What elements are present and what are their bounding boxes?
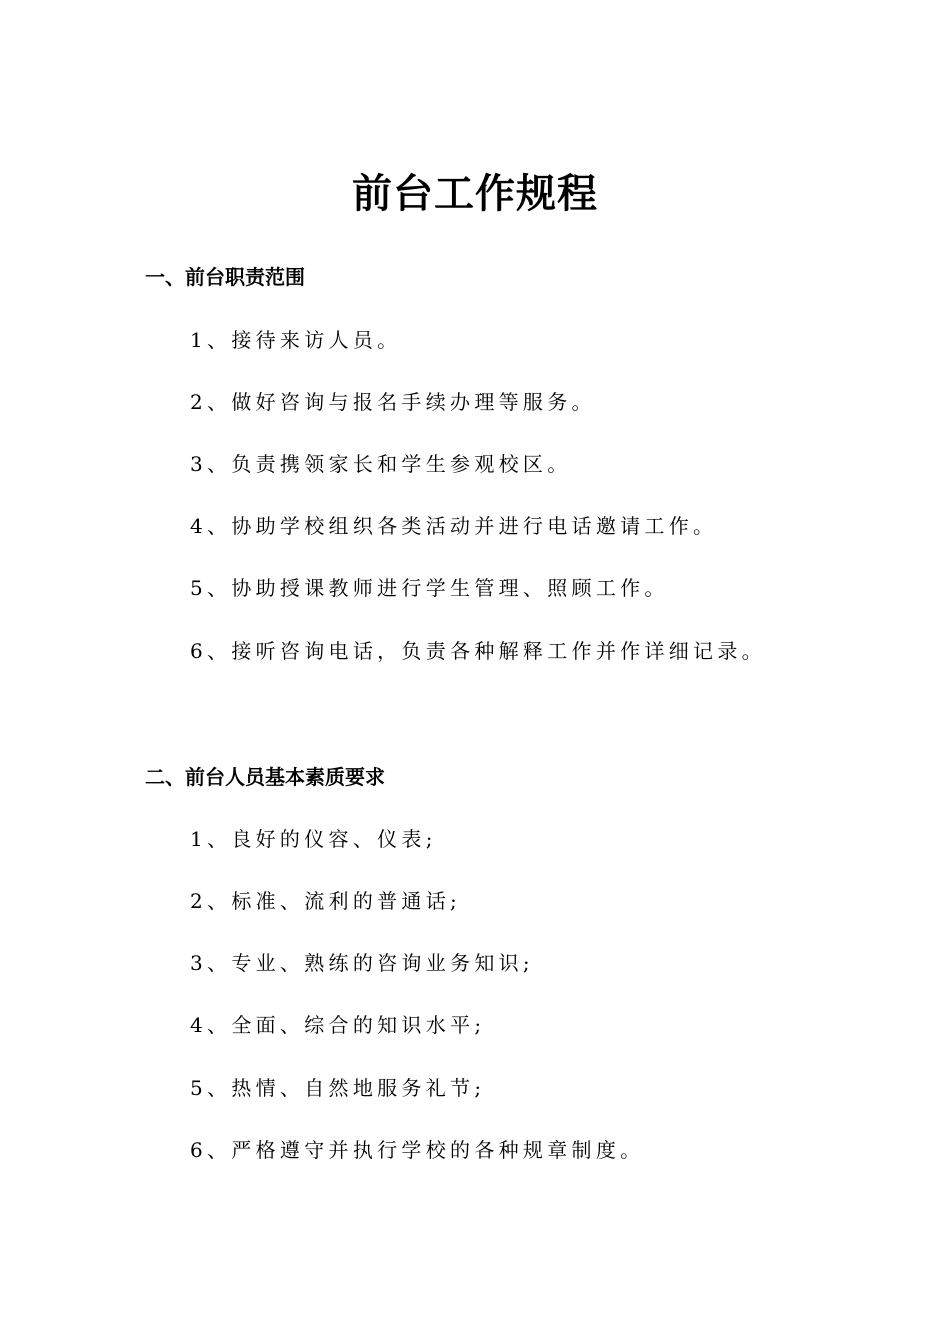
- list-item: 1、良好的仪容、仪表;: [190, 827, 437, 851]
- section-heading: 二、前台人员基本素质要求: [145, 765, 385, 789]
- list-item: 1、接待来访人员。: [190, 328, 402, 352]
- list-item: 2、做好咨询与报名手续办理等服务。: [190, 390, 596, 414]
- list-item: 6、接听咨询电话，负责各种解释工作并作详细记录。: [190, 639, 766, 663]
- document-title: 前台工作规程: [352, 171, 598, 217]
- list-item: 3、专业、熟练的咨询业务知识;: [190, 951, 534, 975]
- list-item: 3、负责携领家长和学生参观校区。: [190, 452, 572, 476]
- list-item: 5、热情、自然地服务礼节;: [190, 1076, 486, 1100]
- list-item: 5、协助授课教师进行学生管理、照顾工作。: [190, 576, 669, 600]
- list-item: 2、标准、流利的普通话;: [190, 889, 462, 913]
- list-item: 6、严格遵守并执行学校的各种规章制度。: [190, 1138, 645, 1162]
- list-item: 4、协助学校组织各类活动并进行电话邀请工作。: [190, 514, 718, 538]
- list-item: 4、全面、综合的知识水平;: [190, 1013, 486, 1037]
- section-heading: 一、前台职责范围: [145, 265, 305, 289]
